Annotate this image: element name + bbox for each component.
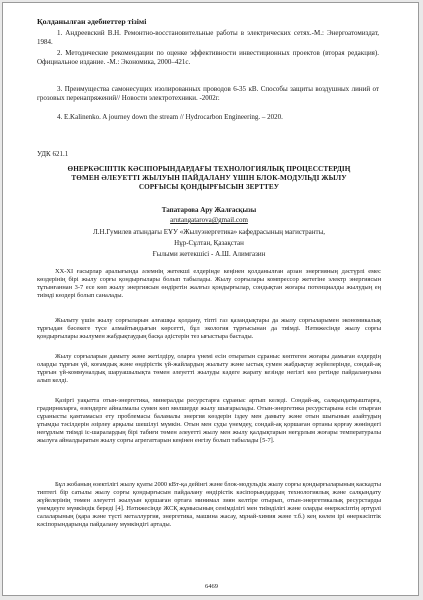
reference-item-1: 1. Андреевский В.Н. Ремонтно-восстановительные работы в электрических сетях.-М.: Энергоатомиздат, 1984.: [37, 29, 379, 47]
supervisor: Ғылыми жетекшісі - А.Ш. Алимгазин: [152, 250, 266, 258]
page-number: 6469: [205, 583, 218, 590]
reference-item-3: 3. Преимущества самонесущих изолированных проводов 6-35 кВ. Способы защиты воздушных линий от грозовых перенапряжений// Новости электротехники. -2002г.: [37, 85, 379, 103]
reference-item-4: 4. E.Kalinenko. A journey down the stream // Hydrocarbon Engineering. – 2020.: [57, 113, 283, 121]
title-line-3: СОРҒЫСЫ ҚОНДЫРҒЫСЫН ЗЕРТТЕУ: [138, 183, 280, 192]
title-line-1: ӨНЕРКӘСІПТІК КӘСІПОРЫНДАРДАҒЫ ТЕХНОЛОГИЯЛЫҚ ПРОЦЕССТЕРДІҢ: [67, 165, 351, 173]
body-paragraph-4: Қазіргі уақытта отын-энергетика, минералды ресурстарға сұраныс артып келеді. Сондай-ақ, салқындатқыштарға, градирняларға, өзендерге айналмалы сумен көп мөлшерде жылу шығарылады. Отын-энергетика ресурстарына есін отырған сұранысты қамтамасыз ету проблемасы баламалы энергия көздерін іздеу мен дамыту және отын шығынын азайтудың ұтымды тәсілдерін әзірлеу арқылы шешілуі мүмкін. Отын мен суды үнемдеу, сондай-ақ қоршаған ортаны қорғау жөніндегі неғұрлым тиімді іс-шаралардың бірі табиғи төмен әлеуетті жылу мен жылу қалдықтарын неғұрлым жоғары температуралы жылуға айналдыратын жылу сорғы агрегаттарын кеңінен енгізу болып табылады [5-7].: [37, 397, 381, 445]
author-affiliation: Л.Н.Гумилев атындағы ЕҰУ «Жылуэнергетика» кафедрасының магистранты,: [92, 228, 326, 236]
udk-code: УДК 621.1: [37, 150, 69, 158]
reference-item-2: 2. Методические рекомендации по оценке эффективности инвестиционных проектов (вторая редакция). Официальное издание. -М.: Экономика, 2000–421с.: [37, 49, 379, 67]
document-page: [2, 2, 419, 596]
references-heading: Қолданылған әдебиеттер тізімі: [37, 17, 147, 26]
author-email[interactable]: arutangatarova@gmail.com: [170, 216, 248, 224]
body-paragraph-2: Жылыту үшін жылу сорғыларын алғашқы қолдану, тіпті газ қазандықтары да жылу сорғыларымен экономикалық тұрғыдан бәсекеге түсе алмайтындығын көрсетті, бұл экология тұрғысынан да тиімді. Нәтижесінде жылу сорғы қондырғылары жылумен жабдықтаудың басқа әдістерін тез ығыстыра бастады.: [37, 317, 381, 341]
author-city: Нұр-Сұлтан, Қазақстан: [174, 239, 244, 247]
author-name: Тапатарова Ару Жалғасқызы: [161, 206, 257, 214]
title-line-2: ТӨМЕН ӘЛЕУЕТТІ ЖЫЛУЫН ПАЙДАЛАНУ ҮШІН БЛОК-МОДУЛЬДІ ЖЫЛУ: [71, 174, 347, 183]
body-paragraph-5: Бұл жобаның өзектілігі жылу қуаты 2000 кВт-қа дейінгі және блок-модульдік жылу сорғы қондырғыларының каскадты типтегі бір сатылы жылу сорғы қондырғысын пайдалану өндірістік кәсіпорындардың технологиялық және салқындату жүйелерінің төмен әлеуетті жылуын қоршаған ортаға минимал зиян келтіре отырып, отын-энергетикалық ресурстарды үнемдеуге мүмкіндік береді [4]. Нәтижесінде ЖСҚ жұмысының сенімділігі мен тиімділігі және оларды өнеркәсіптің әртүрлі салаларының (қара және түсті металлургия, энергетика, машина жасау, мұнай-химия және т.б.) кең көлем ірі өнеркәсіптік кәсіпорындарында пайдалану мүмкіндігі артады.: [37, 481, 381, 529]
article-title: [37, 165, 381, 193]
body-paragraph-3: Жылу сорғыларын дамыту және жетілдіру, оларға үнемі есін отыратын сұраныс көптеген жоғары дамыған елдердің оларды тұрғын үй, коғамдық және өндірістік үй-жайлардың жылыту және ыстық сумен жабдықтау жүйелерінде, сондай-ақ тұрғын үй-коммуналдық шаруашылықта төмен әлеуетті жылуды кәдеге жарату кезінде негізгі көз ретінде пайдалануына алып келді.: [37, 353, 381, 385]
page-content: [3, 3, 419, 596]
body-paragraph-1: XX-XI ғасырлар аралығында әлемнің жетекші елдерінде кеңінен қолданылған арзан энергияның дәстүрлі емес көздерінің бірі жылу сорғы қондырғылары болып табылады. Жылу сорғылары компрессор жетегіне электр энергиясын тұтынғаннан 3-7 есе көп жылу энергиясын өндіретін жалғыз қондырғылар, сондықтан жоғары потенциалды жылудың ең тиімді көздері болып саналады.: [37, 268, 381, 300]
